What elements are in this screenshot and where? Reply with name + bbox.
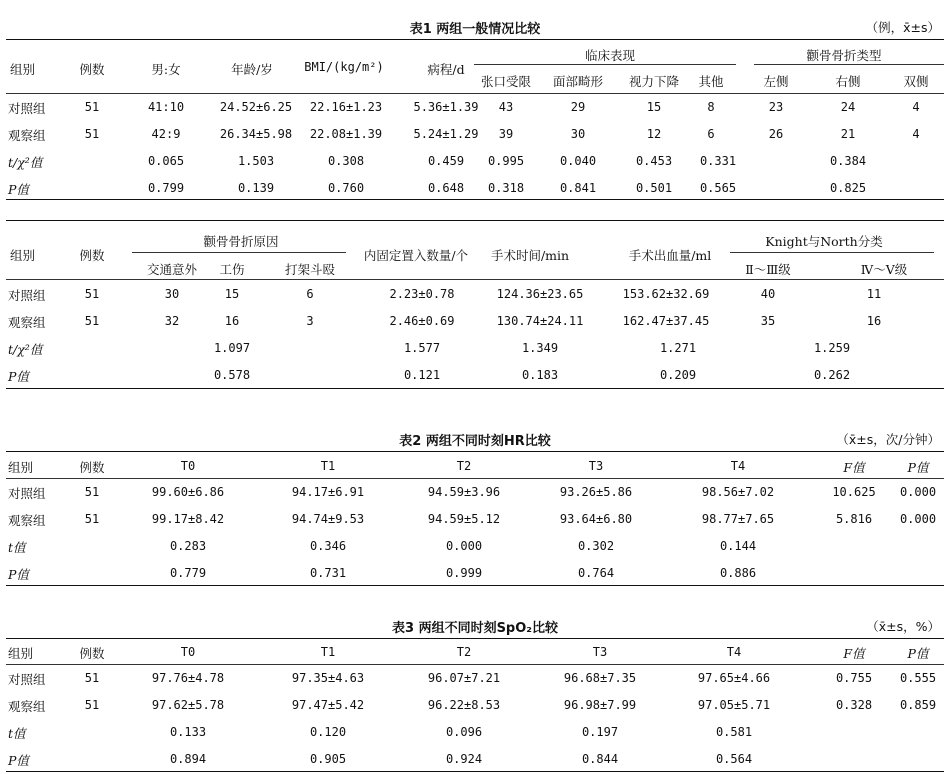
cell: 21 — [840, 127, 856, 141]
cell: 0.283 — [169, 539, 207, 553]
cell: 0.346 — [309, 539, 347, 553]
t1b-h-blood: 手术出血量/ml — [628, 248, 712, 263]
t2-h-f: F值 — [843, 460, 865, 475]
cell: 26.34±5.98 — [219, 127, 293, 141]
cell: 10.625 — [832, 485, 876, 499]
cell: 5.816 — [835, 512, 873, 526]
t2-header-rule — [6, 478, 944, 479]
table3 — [6, 607, 944, 774]
t3-top-rule — [6, 638, 944, 639]
cell: 51 — [84, 287, 100, 301]
cell: 94.59±3.96 — [427, 485, 501, 499]
cell: 96.22±8.53 — [427, 698, 501, 712]
cell: 观察组 — [8, 699, 46, 714]
t1b-bottom-rule — [6, 388, 944, 389]
table1 — [6, 0, 944, 200]
cell: 51 — [84, 127, 100, 141]
table3-unit: （x̄±s，%） — [866, 619, 940, 634]
t1a-clinical-rule — [474, 64, 736, 65]
t3-bottom-rule — [6, 771, 944, 772]
cell: 0.764 — [577, 566, 615, 580]
cell: 24.52±6.25 — [219, 100, 293, 114]
t1a-h-course: 病程/d — [427, 62, 465, 77]
t1b-h-k3: 打架斗殴 — [284, 262, 336, 277]
t1a-h-c3: 视力下降 — [628, 74, 680, 89]
cell: 观察组 — [8, 513, 46, 528]
cell: 0.779 — [169, 566, 207, 580]
t3-h-t4: T4 — [726, 645, 742, 659]
cell: 对照组 — [8, 101, 46, 116]
cell: 0.308 — [327, 154, 365, 168]
cell: 0.844 — [581, 752, 619, 766]
cell: 93.64±6.80 — [559, 512, 633, 526]
cell: 3 — [306, 314, 314, 328]
cell: 对照组 — [8, 288, 46, 303]
cell: 51 — [84, 698, 100, 712]
t1b-kn-rule — [730, 252, 934, 253]
cell: 0.040 — [559, 154, 597, 168]
table1-title: 表1 两组一般情况比较 — [409, 22, 541, 37]
cell: 4 — [912, 100, 920, 114]
t1b-h-kn2: Ⅳ～Ⅴ级 — [860, 262, 908, 277]
t1b-h-k2: 工伤 — [219, 262, 245, 277]
cell: 0.302 — [577, 539, 615, 553]
t1a-h-sex: 男:女 — [151, 62, 181, 77]
stat-label: P值 — [8, 369, 29, 384]
cell: 35 — [760, 314, 776, 328]
t1b-header-rule — [6, 279, 944, 280]
cell: 0.999 — [445, 566, 483, 580]
cell: 51 — [84, 100, 100, 114]
t1b-h-k1: 交通意外 — [146, 262, 198, 277]
cell: 99.17±8.42 — [151, 512, 225, 526]
cell: 0.924 — [445, 752, 483, 766]
t1a-h-clinical: 临床表现 — [584, 48, 636, 63]
cell: 22.16±1.23 — [309, 100, 383, 114]
cell: 97.47±5.42 — [291, 698, 365, 712]
t3-h-group: 组别 — [8, 646, 34, 661]
cell: 1.503 — [237, 154, 275, 168]
cell: 97.65±4.66 — [697, 671, 771, 685]
cell: 153.62±32.69 — [622, 287, 710, 301]
table2-title: 表2 两组不同时刻HR比较 — [399, 434, 551, 449]
cell: 0.144 — [719, 539, 757, 553]
cell: 0.209 — [659, 368, 697, 382]
cell: 对照组 — [8, 486, 46, 501]
t1b-h-n: 例数 — [79, 248, 105, 263]
table3-title: 表3 两组不同时刻SpO₂比较 — [392, 621, 558, 636]
cell: 对照组 — [8, 672, 46, 687]
cell: 15 — [224, 287, 240, 301]
table2 — [6, 420, 944, 590]
cell: 0.000 — [445, 539, 483, 553]
cell: 40 — [760, 287, 776, 301]
cell: 2.23±0.78 — [389, 287, 455, 301]
cell: 0.760 — [327, 181, 365, 195]
cell: 0.331 — [699, 154, 737, 168]
t1a-h-f1: 左侧 — [763, 74, 789, 89]
cell: 0.000 — [899, 485, 937, 499]
t1a-ftype-rule — [754, 64, 944, 65]
cell: 0.384 — [829, 154, 867, 168]
cell: 15 — [646, 100, 662, 114]
cell: 30 — [570, 127, 586, 141]
t1a-h-group: 组别 — [10, 62, 36, 77]
t2-h-n: 例数 — [79, 460, 105, 475]
cell: 0.120 — [309, 725, 347, 739]
cell: 观察组 — [8, 128, 46, 143]
cell: 0.453 — [635, 154, 673, 168]
cell: 1.349 — [521, 341, 559, 355]
cell: 98.77±7.65 — [701, 512, 775, 526]
stat-label: P值 — [8, 567, 29, 582]
cell: 0.894 — [169, 752, 207, 766]
cell: 0.565 — [699, 181, 737, 195]
cell: 43 — [498, 100, 514, 114]
cell: 94.74±9.53 — [291, 512, 365, 526]
cell: 0.501 — [635, 181, 673, 195]
cell: 32 — [164, 314, 180, 328]
cell: 51 — [84, 314, 100, 328]
cell: 0.825 — [829, 181, 867, 195]
t1b-h-cause: 颧骨骨折原因 — [203, 234, 279, 249]
cell: 0.841 — [559, 181, 597, 195]
cell: 观察组 — [8, 315, 46, 330]
t3-h-n: 例数 — [79, 646, 105, 661]
table1-part2 — [6, 220, 944, 390]
t2-h-t3: T3 — [588, 459, 604, 473]
cell: 124.36±23.65 — [496, 287, 584, 301]
cell: 16 — [866, 314, 882, 328]
t1a-h-f3: 双侧 — [903, 74, 929, 89]
cell: 16 — [224, 314, 240, 328]
cell: 97.62±5.78 — [151, 698, 225, 712]
cell: 0.262 — [813, 368, 851, 382]
cell: 0.995 — [487, 154, 525, 168]
cell: 0.564 — [715, 752, 753, 766]
t3-h-f: F值 — [843, 646, 865, 661]
t1a-h-bmi: BMI/(kg/m²) — [304, 60, 384, 74]
cell: 97.05±5.71 — [697, 698, 771, 712]
t3-header-rule — [6, 664, 944, 665]
cell: 0.555 — [899, 671, 937, 685]
cell: 1.577 — [403, 341, 441, 355]
stat-label: P值 — [8, 182, 29, 197]
stat-label: t值 — [8, 540, 26, 555]
cell: 0.197 — [581, 725, 619, 739]
cell: 162.47±37.45 — [622, 314, 710, 328]
t2-h-t2: T2 — [456, 459, 472, 473]
cell: 0.886 — [719, 566, 757, 580]
t1b-h-kn1: Ⅱ～Ⅲ级 — [745, 262, 791, 277]
cell: 0.096 — [445, 725, 483, 739]
cell: 30 — [164, 287, 180, 301]
t2-h-t1: T1 — [320, 459, 336, 473]
cell: 11 — [866, 287, 882, 301]
cell: 5.36±1.39 — [413, 100, 479, 114]
cell: 51 — [84, 485, 100, 499]
cell: 6 — [707, 127, 715, 141]
t3-h-t0: T0 — [180, 645, 196, 659]
t1a-h-n: 例数 — [79, 62, 105, 77]
cell: 0.318 — [487, 181, 525, 195]
cell: 39 — [498, 127, 514, 141]
cell: 0.121 — [403, 368, 441, 382]
table1-top-rule — [6, 39, 944, 40]
cell: 1.259 — [813, 341, 851, 355]
t1a-h-c1: 张口受限 — [480, 74, 532, 89]
cell: 5.24±1.29 — [413, 127, 479, 141]
t3-h-t3: T3 — [592, 645, 608, 659]
cell: 96.98±7.99 — [563, 698, 637, 712]
t2-h-group: 组别 — [8, 460, 34, 475]
t1b-h-kn: Knight与North分类 — [765, 234, 883, 249]
t1a-header-rule — [6, 93, 944, 94]
t2-h-p: P值 — [907, 460, 929, 475]
cell: 22.08±1.39 — [309, 127, 383, 141]
cell: 0.859 — [899, 698, 937, 712]
cell: 51 — [84, 671, 100, 685]
cell: 94.17±6.91 — [291, 485, 365, 499]
cell: 0.133 — [169, 725, 207, 739]
t1a-h-f2: 右侧 — [835, 74, 861, 89]
t1a-h-c2: 面部畸形 — [552, 74, 604, 89]
cell: 0.731 — [309, 566, 347, 580]
cell: 8 — [707, 100, 715, 114]
cell: 0.065 — [147, 154, 185, 168]
cell: 0.000 — [899, 512, 937, 526]
t1b-cause-rule — [132, 252, 346, 253]
t3-h-t1: T1 — [320, 645, 336, 659]
stat-label: t/χ²值 — [8, 155, 43, 170]
cell: 0.183 — [521, 368, 559, 382]
cell: 0.799 — [147, 181, 185, 195]
cell: 42:9 — [151, 127, 181, 141]
cell: 0.755 — [835, 671, 873, 685]
stat-label: P值 — [8, 753, 29, 768]
stat-label: t/χ²值 — [8, 342, 43, 357]
cell: 12 — [646, 127, 662, 141]
t1b-h-time: 手术时间/min — [490, 248, 570, 263]
cell: 98.56±7.02 — [701, 485, 775, 499]
cell: 96.07±7.21 — [427, 671, 501, 685]
t1a-bottom-rule — [6, 199, 944, 200]
stat-label: t值 — [8, 726, 26, 741]
t3-h-t2: T2 — [456, 645, 472, 659]
cell: 26 — [768, 127, 784, 141]
cell: 130.74±24.11 — [496, 314, 584, 328]
cell: 96.68±7.35 — [563, 671, 637, 685]
cell: 0.459 — [427, 154, 465, 168]
cell: 0.905 — [309, 752, 347, 766]
t2-top-rule — [6, 451, 944, 452]
cell: 4 — [912, 127, 920, 141]
cell: 93.26±5.86 — [559, 485, 633, 499]
t3-h-p: P值 — [907, 646, 929, 661]
cell: 0.328 — [835, 698, 873, 712]
cell: 0.139 — [237, 181, 275, 195]
cell: 99.60±6.86 — [151, 485, 225, 499]
cell: 0.578 — [213, 368, 251, 382]
cell: 41:10 — [147, 100, 185, 114]
t2-bottom-rule — [6, 585, 944, 586]
cell: 23 — [768, 100, 784, 114]
table1-unit: （例，x̄±s） — [865, 20, 940, 35]
cell: 0.581 — [715, 725, 753, 739]
t1b-h-fix: 内固定置入数量/个 — [363, 248, 469, 263]
t1a-h-ftype: 颧骨骨折类型 — [806, 48, 882, 63]
t2-h-t4: T4 — [730, 459, 746, 473]
cell: 1.271 — [659, 341, 697, 355]
table2-unit: （x̄±s，次/分钟） — [836, 432, 940, 447]
t1a-h-c4: 其他 — [698, 74, 724, 89]
cell: 24 — [840, 100, 856, 114]
cell: 51 — [84, 512, 100, 526]
cell: 97.76±4.78 — [151, 671, 225, 685]
cell: 97.35±4.63 — [291, 671, 365, 685]
t2-h-t0: T0 — [180, 459, 196, 473]
cell: 2.46±0.69 — [389, 314, 455, 328]
cell: 94.59±5.12 — [427, 512, 501, 526]
t1b-h-group: 组别 — [10, 248, 36, 263]
cell: 6 — [306, 287, 314, 301]
t1a-h-age: 年龄/岁 — [231, 62, 273, 77]
t1b-top-rule — [6, 220, 944, 221]
cell: 29 — [570, 100, 586, 114]
cell: 0.648 — [427, 181, 465, 195]
cell: 1.097 — [213, 341, 251, 355]
